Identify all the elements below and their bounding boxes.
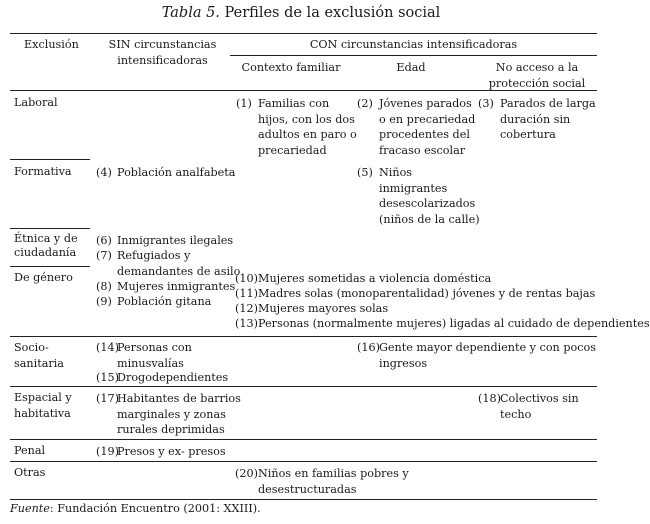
cell-15: Drogodependientes <box>117 371 229 384</box>
item-number: (10) <box>235 272 258 285</box>
row-rule <box>10 159 90 160</box>
row-rule <box>10 461 597 462</box>
item-number: (6) <box>96 234 112 247</box>
item-number: (4) <box>96 166 112 179</box>
cell-17: Habitantes de barrios marginales y zonas rurales deprimidas <box>117 392 241 437</box>
cell-10: Mujeres sometidas a violencia doméstica <box>258 272 492 285</box>
row-label-formativa: Formativa <box>14 165 72 178</box>
row-rule <box>10 386 597 387</box>
item-number: (8) <box>96 280 112 293</box>
item-number: (2) <box>357 97 373 110</box>
cell-5: Niños inmigrantes desescolarizados (niños de la calle) <box>379 166 480 226</box>
con-subheader-rule <box>230 55 597 56</box>
item-number: (19) <box>96 445 119 458</box>
cell-16: Gente mayor dependiente y con pocos ingresos <box>379 341 596 370</box>
item-number: (14) <box>96 341 119 354</box>
row-rule <box>10 439 597 440</box>
item-number: (20) <box>235 467 258 480</box>
header-sin: SIN circunstancias intensificadoras <box>108 38 217 67</box>
cell-14: Personas con minusvalías <box>117 341 192 370</box>
cell-4: Población analfabeta <box>117 166 236 179</box>
item-number: (13) <box>235 317 258 330</box>
item-number: (18) <box>478 392 501 405</box>
item-number: (16) <box>357 341 380 354</box>
row-rule <box>10 336 597 337</box>
row-rule <box>10 228 90 229</box>
header-exclusion: Exclusión <box>24 38 79 51</box>
cell-12: Mujeres mayores solas <box>258 302 389 315</box>
item-number: (1) <box>236 97 252 110</box>
cell-2: Jóvenes parados o en precariedad procedentes del fracaso escolar <box>379 97 476 157</box>
cell-20: Niños en familias pobres y desestructuradas <box>258 467 409 496</box>
top-rule <box>10 33 597 34</box>
item-number: (9) <box>96 295 112 308</box>
row-label-otras: Otras <box>14 466 46 479</box>
cell-11: Madres solas (monoparentalidad) jóvenes y de rentas bajas <box>258 287 596 300</box>
row-rule <box>10 266 90 267</box>
cell-1: Familias con hijos, con los dos adultos en paro o precariedad <box>258 97 357 157</box>
cell-9: Población gitana <box>117 295 212 308</box>
cell-3: Parados de larga duración sin cobertura <box>500 97 596 142</box>
row-label-socio: Socio- sanitaria <box>14 341 64 370</box>
row-label-espacial: Espacial y habitativa <box>14 391 72 420</box>
table-title: Tabla 5. Perfiles de la exclusión social <box>161 5 441 21</box>
cell-7: Refugiados y demandantes de asilo <box>117 249 241 278</box>
item-number: (7) <box>96 249 112 262</box>
item-number: (3) <box>478 97 494 110</box>
item-number: (5) <box>357 166 373 179</box>
cell-13: Personas (normalmente mujeres) ligadas al cuidado de dependientes <box>258 317 650 330</box>
row-label-laboral: Laboral <box>14 96 58 109</box>
item-number: (11) <box>235 287 258 300</box>
header-edad: Edad <box>396 61 426 74</box>
bottom-rule <box>10 499 597 500</box>
header-con: CON circunstancias intensificadoras <box>309 38 518 51</box>
header-contexto: Contexto familiar <box>241 61 341 74</box>
cell-6: Inmigrantes ilegales <box>117 234 234 247</box>
table-source: Fuente: Fundación Encuentro (2001: XXIII). <box>10 502 261 515</box>
cell-19: Presos y ex- presos <box>117 445 226 458</box>
cell-8: Mujeres inmigrantes <box>117 280 236 293</box>
row-label-etnica: Étnica y de ciudadanía <box>14 232 78 259</box>
cell-18: Colectivos sin techo <box>500 392 579 421</box>
row-label-penal: Penal <box>14 444 46 457</box>
item-number: (12) <box>235 302 258 315</box>
item-number: (17) <box>96 392 119 405</box>
header-noacceso: No acceso a la protección social <box>488 61 586 90</box>
row-label-genero: De género <box>14 271 73 284</box>
item-number: (15) <box>96 371 119 384</box>
